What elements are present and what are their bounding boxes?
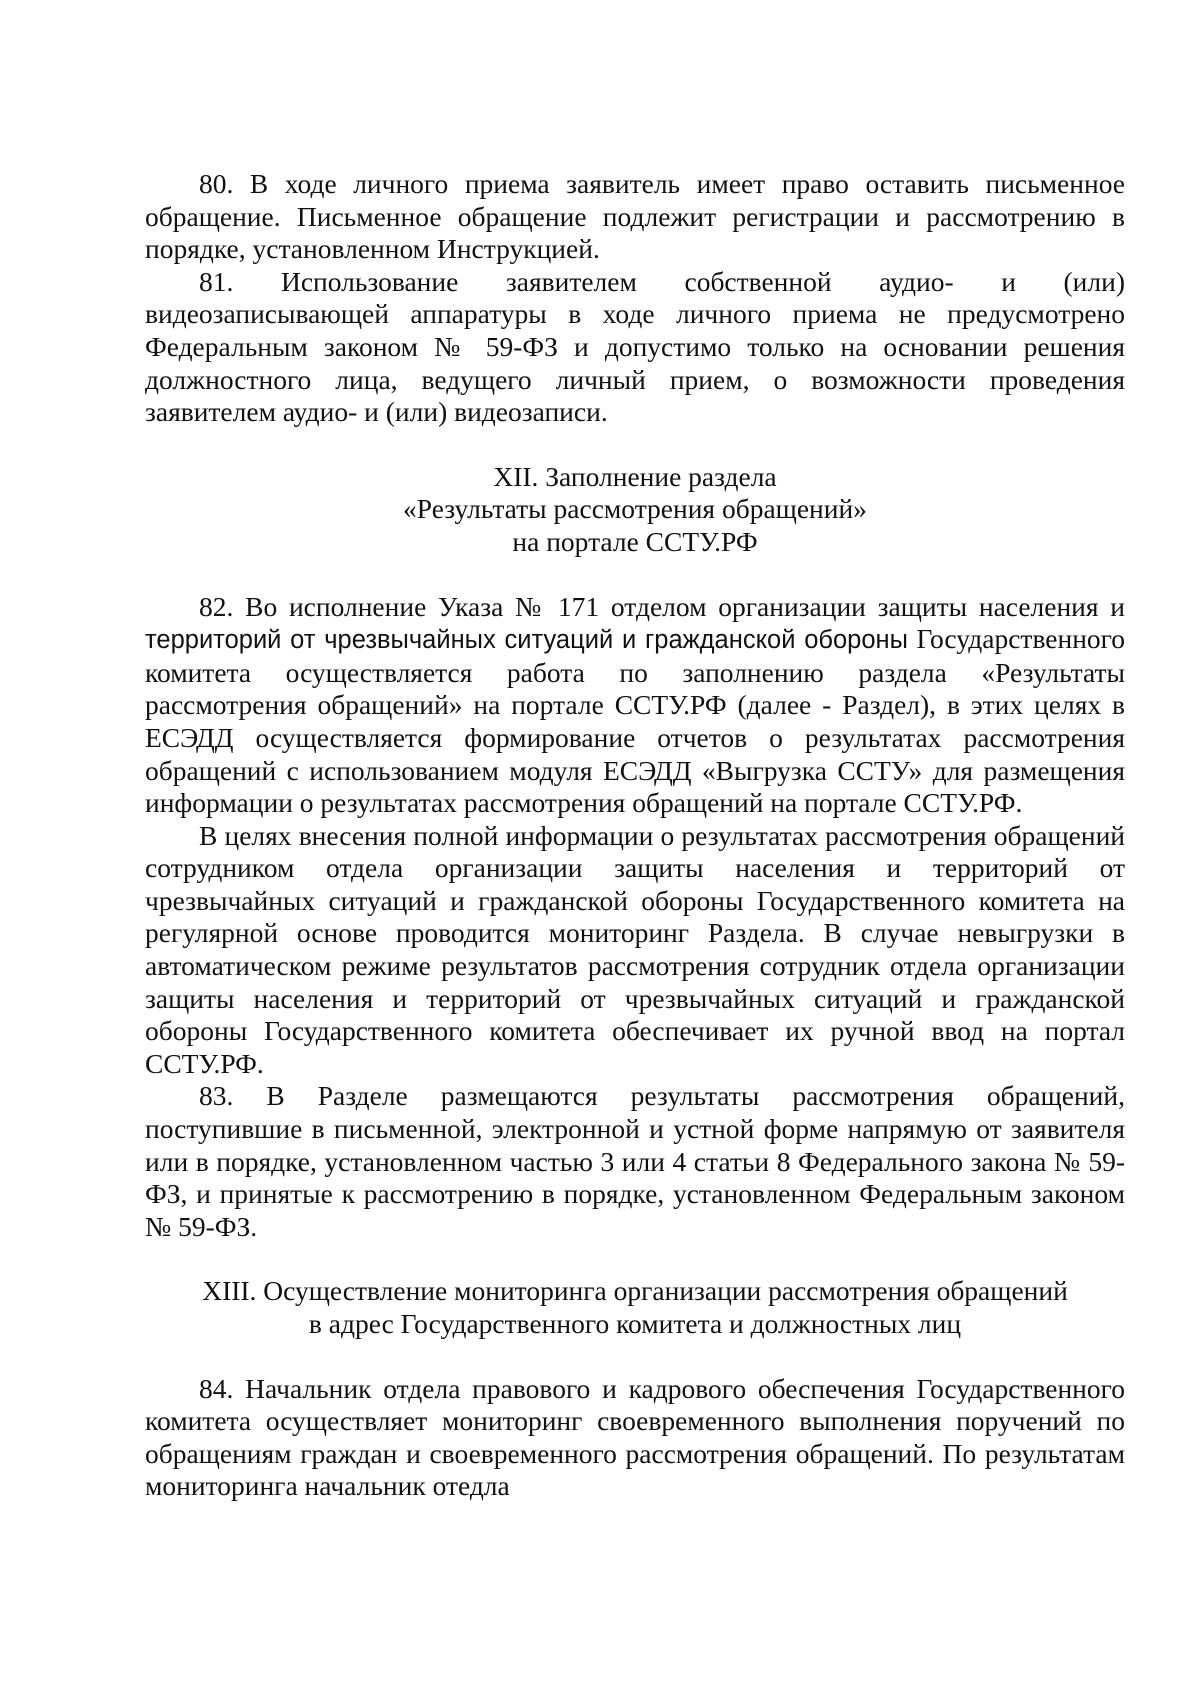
section-12-title-line-3: на портале ССТУ.РФ: [512, 525, 758, 557]
paragraph-82-sans-fragment: территорий от чрезвычайных ситуаций и гражданской обороны: [145, 626, 908, 655]
section-heading-13: [145, 1275, 1125, 1340]
paragraph-84: 84. Начальник отдела правового и кадрового обеспечения Государственного комитета осуществляет мониторинг своевременного выполнения поручений по обращениям граждан и своевременного рассмотрения обращений. По результатам мониторинга начальник отедла: [145, 1372, 1125, 1502]
section-heading-12: [145, 461, 1125, 559]
paragraph-80: 80. В ходе личного приема заявитель имеет право оставить письменное обращение. Письменное обращение подлежит регистрации и рассмотрению в порядке, установленном Инструкцией.: [145, 168, 1125, 265]
section-12-title-line-2: «Результаты рассмотрения обращений»: [403, 493, 867, 525]
section-13-title-line-1: XIII. Осуществление мониторинга организации рассмотрения обращений: [202, 1275, 1068, 1307]
paragraph-82-start: 82. Во исполнение Указа № 171 отделом организации защиты населения и: [199, 590, 1125, 622]
section-12-title-line-1: XII. Заполнение раздела: [493, 460, 777, 492]
paragraph-82: [145, 591, 1125, 820]
document-body: [145, 168, 1125, 1503]
paragraph-83: 83. В Разделе размещаются результаты рассмотрения обращений, поступившие в письменной, электронной и устной форме напрямую от заявителя или в порядке, установленном частью 3 или 4 статьи 8 Федерального закона № 59-ФЗ, и принятые к рассмотрению в порядке, установленном Федеральным законом № 59-ФЗ.: [145, 1080, 1125, 1242]
paragraph-81: 81. Использование заявителем собственной аудио- и (или) видеозаписывающей аппаратуры в ходе личного приема не предусмотрено Федеральным законом № 59-ФЗ и допустимо только на основании решения должностного лица, ведущего личный прием, о возможности проведения заявителем аудио- и (или) видеозаписи.: [145, 265, 1125, 428]
paragraph-82-rest: Государственного комитета осуществляется работа по заполнению раздела «Результаты рассмотрения обращений» на портале ССТУ.РФ (далее - Раздел), в этих целях в ЕСЭДД осуществляется формирование отчетов о результатах рассмотрения обращений с использованием модуля ЕСЭДД «Выгрузка ССТУ» для размещения информации о результатах рассмотрения обращений на портале ССТУ.РФ.: [145, 623, 1126, 819]
paragraph-82-continuation: В целях внесения полной информации о результатах рассмотрения обращений сотрудником отдела организации защиты населения и территорий от чрезвычайных ситуаций и гражданской обороны Государственного комитета на регулярной основе проводится мониторинг Раздела. В случае невыгрузки в автоматическом режиме результатов рассмотрения сотрудник отдела организации защиты населения и территорий от чрезвычайных ситуаций и гражданской обороны Государственного комитета обеспечивает их ручной ввод на портал ССТУ.РФ.: [145, 819, 1125, 1079]
section-13-title-line-2: в адрес Государственного комитета и должностных лиц: [308, 1308, 962, 1339]
